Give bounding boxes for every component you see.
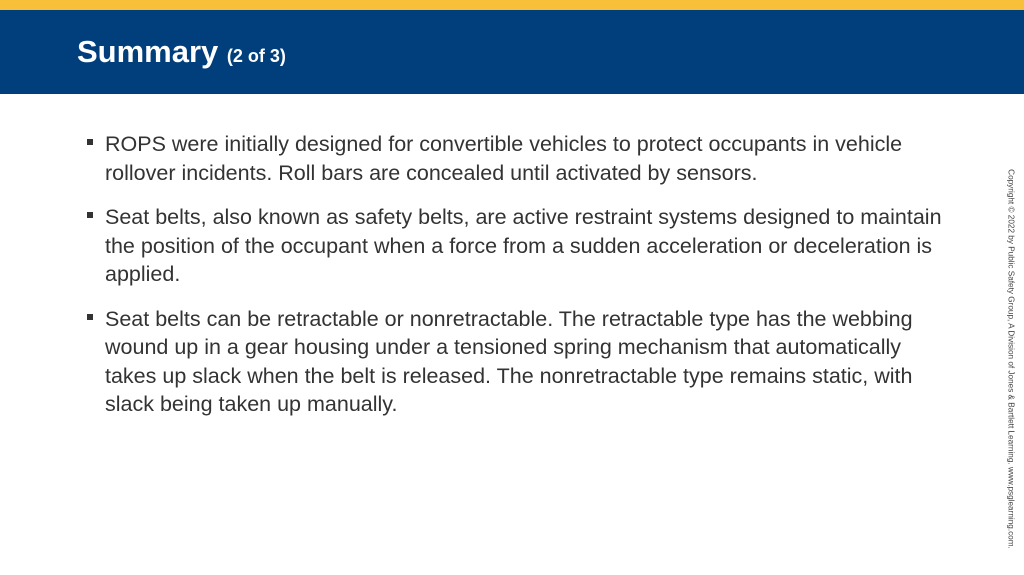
- bullet-item: [85, 203, 945, 289]
- square-bullet-icon: [87, 212, 93, 218]
- bullet-list: [85, 130, 945, 435]
- accent-bar: [0, 0, 1024, 10]
- slide-subtitle: (2 of 3): [226, 46, 286, 66]
- copyright-notice: Copyright © 2022 by Public Safety Group, A Division of Jones & Bartlett Learning. www.psglearning.com.: [1006, 169, 1016, 549]
- square-bullet-icon: [87, 314, 93, 320]
- slide-title: [77, 34, 286, 74]
- square-bullet-icon: [87, 139, 93, 145]
- slide-title-text: Summary: [77, 34, 219, 69]
- bullet-text: Seat belts, also known as safety belts, are active restraint systems designed to maintain the position of the occupant when a force from a sudden acceleration or deceleration is applied.: [105, 205, 942, 286]
- bullet-text: ROPS were initially designed for convertible vehicles to protect occupants in vehicle rollover incidents. Roll bars are concealed until activated by sensors.: [105, 132, 903, 185]
- bullet-text: Seat belts can be retractable or nonretractable. The retractable type has the webbing wound up in a gear housing under a tensioned spring mechanism that automatically takes up slack when the belt is released. The nonretractable type remains static, with slack being taken up manually.: [105, 306, 913, 416]
- bullet-item: [85, 130, 945, 187]
- bullet-item: [85, 305, 945, 419]
